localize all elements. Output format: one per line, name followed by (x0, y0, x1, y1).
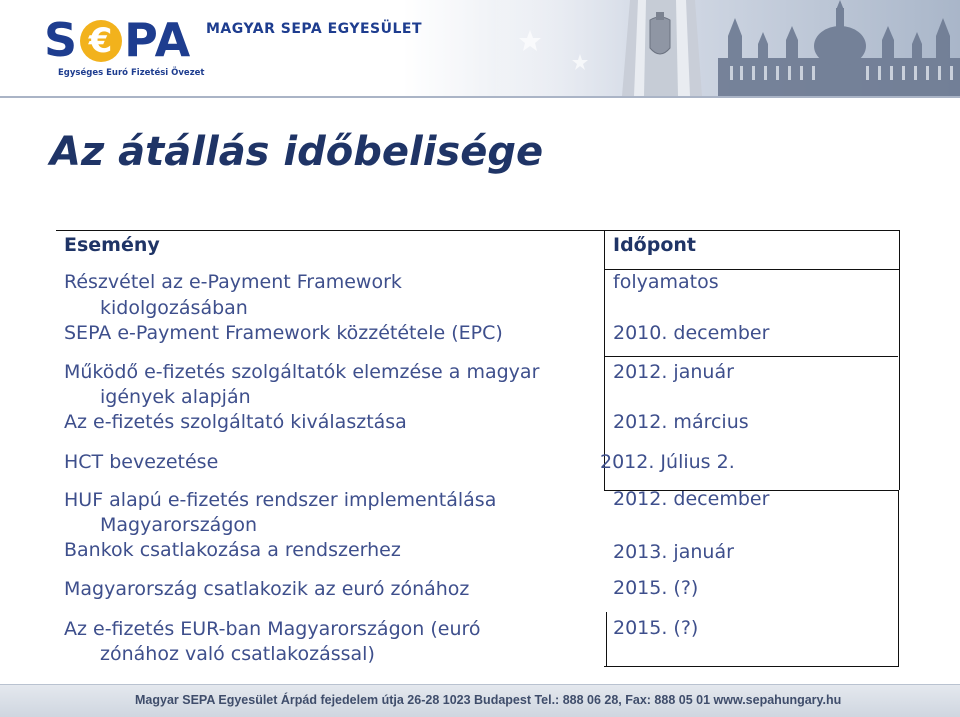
row-7-event: Bankok csatlakozása a rendszerhez (64, 539, 401, 561)
page-title: Az átállás időbelisége (50, 129, 544, 175)
header-event-border (56, 230, 604, 231)
row-4-event: Az e-fizetés szolgáltató kiválasztása (64, 411, 407, 433)
row-9-time: 2015. (?) (613, 617, 699, 639)
row-6-event-cont: Magyarországon (100, 514, 258, 536)
parliament-banner-graphic (490, 0, 960, 96)
row-3-event-cont: igények alapján (100, 386, 251, 408)
row-5-event: HCT bevezetése (64, 451, 219, 473)
euro-coin-icon: € (80, 20, 122, 62)
footer-contact-text: Magyar SEPA Egyesület Árpád fejedelem útja 26-28 1023 Budapest Tel.: 888 06 28, Fax: 888 05 01 www.sepahungary.hu (135, 693, 842, 707)
logo-tagline: Egységes Euró Fizetési Övezet (58, 68, 205, 78)
sepa-logo-wordmark: S € PA (44, 13, 192, 67)
timeline-table (56, 230, 900, 666)
row-7-time: 2013. január (613, 541, 734, 563)
row-4-time: 2012. március (613, 411, 749, 433)
header-event: Esemény (64, 234, 160, 256)
row-1-event: Részvétel az e-Payment Framework (64, 271, 402, 293)
footer-bar (0, 684, 960, 717)
row-2-time: 2010. december (613, 322, 770, 344)
header-banner (0, 0, 960, 96)
header-time: Időpont (613, 234, 696, 256)
row-6-time: 2012. december (613, 488, 770, 510)
row-1-time: folyamatos (613, 271, 719, 293)
row-5-time: 2012. Július 2. (600, 451, 735, 473)
last-row-divider (606, 612, 607, 666)
row-8-event: Magyarország csatlakozik az euró zónához (64, 578, 470, 600)
row-8-time: 2015. (?) (613, 577, 699, 599)
hungarian-flag-icon (622, 0, 702, 96)
row-2-event: SEPA e-Payment Framework közzététele (EPC) (64, 322, 503, 344)
organization-name: MAGYAR SEPA EGYESÜLET (206, 21, 423, 37)
row-6-event: HUF alapú e-fizetés rendszer implementálása (64, 489, 497, 511)
row-9-event-cont: zónához való csatlakozással) (100, 643, 375, 665)
row-3-time: 2012. január (613, 361, 734, 383)
row-3-event: Működő e-fizetés szolgáltatók elemzése a magyar (64, 361, 540, 383)
time-column-divider-1 (604, 356, 898, 357)
sepa-logo (44, 14, 204, 76)
row-9-event: Az e-fizetés EUR-ban Magyarországon (euró (64, 618, 481, 640)
row-1-event-cont: kidolgozásában (100, 297, 248, 319)
header-divider (0, 96, 960, 98)
